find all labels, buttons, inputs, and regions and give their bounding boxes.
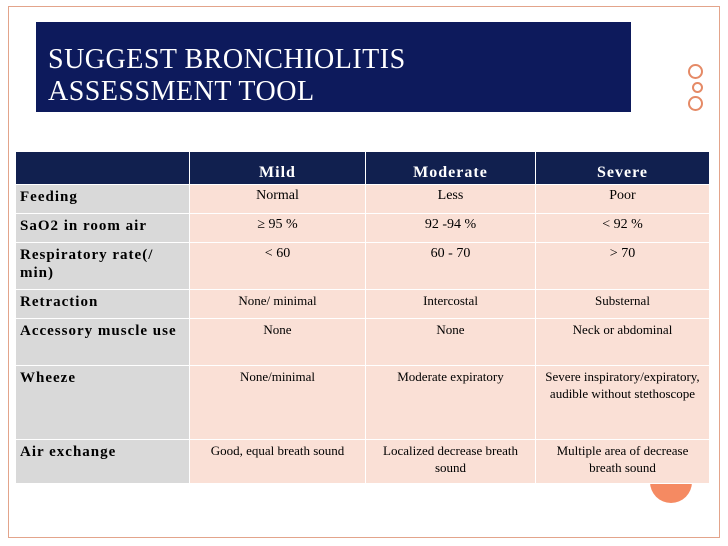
cell-mild: Good, equal breath sound bbox=[190, 440, 366, 484]
row-label: Feeding bbox=[16, 185, 190, 214]
title-line-1: SUGGEST BRONCHIOLITIS bbox=[48, 44, 406, 75]
table-header-row bbox=[16, 152, 710, 185]
decorative-ring bbox=[688, 96, 703, 111]
row-label: Accessory muscle use bbox=[16, 319, 190, 366]
cell-severe: Severe inspiratory/expiratory, audible without stethoscope bbox=[536, 366, 710, 440]
cell-moderate: Less bbox=[366, 185, 536, 214]
table-row bbox=[16, 319, 710, 366]
row-label: Respiratory rate(/ min) bbox=[16, 243, 190, 290]
cell-severe: Substernal bbox=[536, 290, 710, 319]
cell-moderate: 92 -94 % bbox=[366, 214, 536, 243]
decorative-ring bbox=[692, 82, 703, 93]
row-label: Retraction bbox=[16, 290, 190, 319]
header-mild: Mild bbox=[190, 152, 366, 185]
cell-severe: Neck or abdominal bbox=[536, 319, 710, 366]
row-label: SaO2 in room air bbox=[16, 214, 190, 243]
table-row bbox=[16, 290, 710, 319]
header-moderate: Moderate bbox=[366, 152, 536, 185]
title-line-2: ASSESSMENT TOOL bbox=[48, 76, 315, 107]
header-empty bbox=[16, 152, 190, 185]
cell-mild: None bbox=[190, 319, 366, 366]
cell-severe: Multiple area of decrease breath sound bbox=[536, 440, 710, 484]
cell-mild: None/minimal bbox=[190, 366, 366, 440]
row-label: Wheeze bbox=[16, 366, 190, 440]
cell-severe: < 92 % bbox=[536, 214, 710, 243]
cell-moderate: Moderate expiratory bbox=[366, 366, 536, 440]
row-label: Air exchange bbox=[16, 440, 190, 484]
cell-severe: > 70 bbox=[536, 243, 710, 290]
assessment-table bbox=[15, 151, 710, 484]
table-row bbox=[16, 243, 710, 290]
slide-title bbox=[36, 22, 631, 112]
decorative-ring bbox=[688, 64, 703, 79]
cell-severe: Poor bbox=[536, 185, 710, 214]
cell-mild: < 60 bbox=[190, 243, 366, 290]
cell-moderate: None bbox=[366, 319, 536, 366]
cell-moderate: 60 - 70 bbox=[366, 243, 536, 290]
cell-mild: Normal bbox=[190, 185, 366, 214]
cell-mild: ≥ 95 % bbox=[190, 214, 366, 243]
cell-mild: None/ minimal bbox=[190, 290, 366, 319]
table-row bbox=[16, 185, 710, 214]
table-row bbox=[16, 214, 710, 243]
table-row bbox=[16, 440, 710, 484]
cell-moderate: Localized decrease breath sound bbox=[366, 440, 536, 484]
header-severe: Severe bbox=[536, 152, 710, 185]
cell-moderate: Intercostal bbox=[366, 290, 536, 319]
table-row bbox=[16, 366, 710, 440]
